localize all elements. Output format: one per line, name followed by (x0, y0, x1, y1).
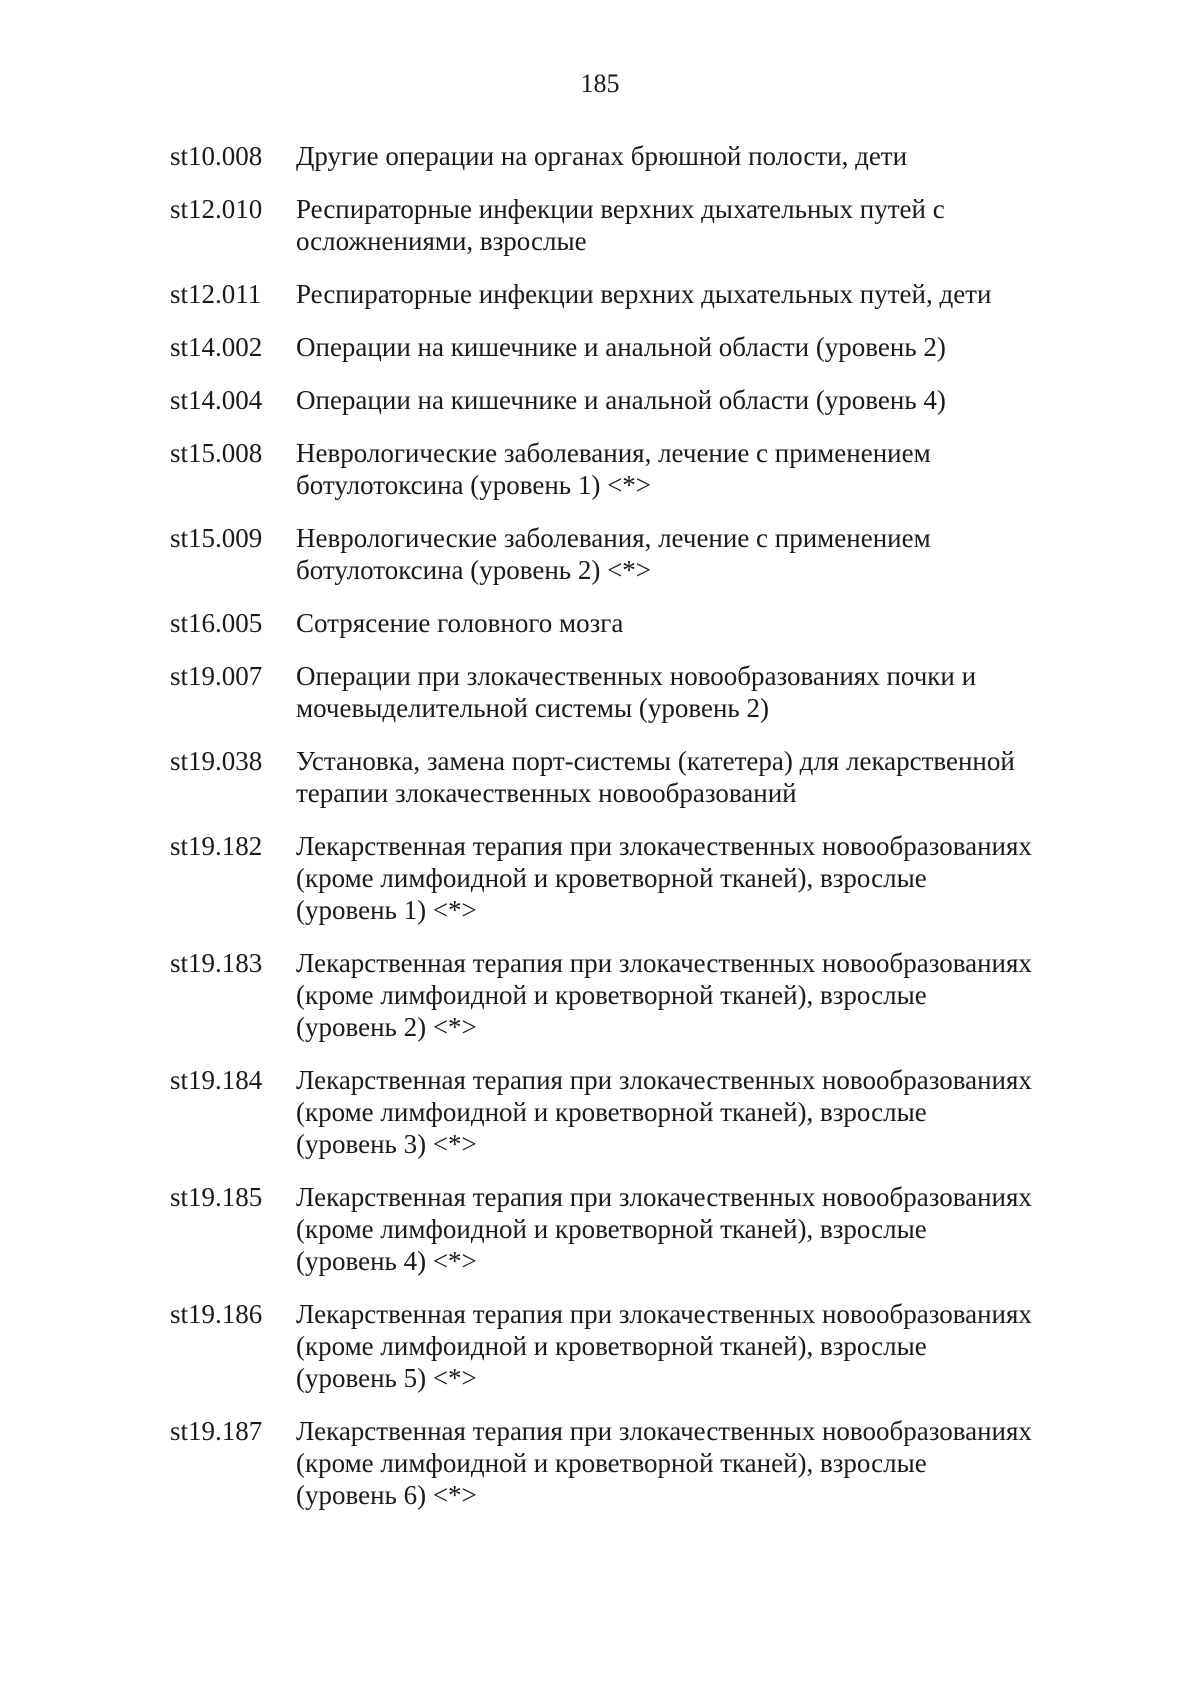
entry-code: st19.182 (170, 831, 263, 861)
entry-description: Лекарственная терапия при злокачественных новообразованиях (кроме лимфоидной и кроветворной тканей), взрослые (уровень 5) <*> (296, 1299, 1032, 1393)
list-item (170, 278, 1090, 310)
entry-list (170, 140, 1090, 1532)
entry-description: Операции на кишечнике и анальной области (уровень 4) (296, 385, 946, 415)
entry-code: st12.011 (170, 279, 262, 309)
entry-description: Лекарственная терапия при злокачественных новообразованиях (кроме лимфоидной и кроветворной тканей), взрослые (уровень 6) <*> (296, 1416, 1032, 1510)
list-item (170, 522, 1090, 586)
entry-code: st19.187 (170, 1416, 263, 1446)
page-number: 185 (580, 69, 620, 98)
list-item (170, 660, 1090, 724)
entry-description: Неврологические заболевания, лечение с применением ботулотоксина (уровень 1) <*> (296, 438, 931, 500)
entry-code: st19.184 (170, 1065, 263, 1095)
list-item (170, 745, 1090, 809)
entry-description: Лекарственная терапия при злокачественных новообразованиях (кроме лимфоидной и кроветворной тканей), взрослые (уровень 1) <*> (296, 831, 1032, 925)
entry-description: Лекарственная терапия при злокачественных новообразованиях (кроме лимфоидной и кроветворной тканей), взрослые (уровень 2) <*> (296, 948, 1032, 1042)
list-item (170, 1415, 1090, 1511)
entry-code: st19.185 (170, 1182, 263, 1212)
entry-description: Операции при злокачественных новообразованиях почки и мочевыделительной системы (уровень 2) (296, 661, 977, 723)
list-item (170, 947, 1090, 1043)
list-item (170, 140, 1090, 172)
entry-code: st10.008 (170, 141, 263, 171)
entry-code: st14.002 (170, 332, 263, 362)
list-item (170, 193, 1090, 257)
list-item (170, 1181, 1090, 1277)
entry-description: Другие операции на органах брюшной полости, дети (296, 141, 908, 171)
entry-description: Лекарственная терапия при злокачественных новообразованиях (кроме лимфоидной и кроветворной тканей), взрослые (уровень 3) <*> (296, 1065, 1032, 1159)
entry-description: Респираторные инфекции верхних дыхательных путей, дети (296, 279, 992, 309)
entry-description: Лекарственная терапия при злокачественных новообразованиях (кроме лимфоидной и кроветворной тканей), взрослые (уровень 4) <*> (296, 1182, 1032, 1276)
list-item (170, 830, 1090, 926)
entry-description: Установка, замена порт-системы (катетера) для лекарственной терапии злокачественных новообразований (296, 746, 1015, 808)
entry-description: Операции на кишечнике и анальной области (уровень 2) (296, 332, 946, 362)
entry-code: st12.010 (170, 194, 263, 224)
list-item (170, 1064, 1090, 1160)
entry-description: Сотрясение головного мозга (296, 608, 624, 638)
list-item (170, 1298, 1090, 1394)
entry-code: st15.008 (170, 438, 263, 468)
entry-code: st19.038 (170, 746, 263, 776)
entry-description: Респираторные инфекции верхних дыхательных путей с осложнениями, взрослые (296, 194, 945, 256)
entry-code: st19.183 (170, 948, 263, 978)
list-item (170, 607, 1090, 639)
list-item (170, 331, 1090, 363)
entry-code: st15.009 (170, 523, 263, 553)
entry-code: st16.005 (170, 608, 263, 638)
entry-code: st19.007 (170, 661, 263, 691)
entry-description: Неврологические заболевания, лечение с применением ботулотоксина (уровень 2) <*> (296, 523, 931, 585)
list-item (170, 437, 1090, 501)
entry-code: st14.004 (170, 385, 263, 415)
entry-code: st19.186 (170, 1299, 263, 1329)
list-item (170, 384, 1090, 416)
